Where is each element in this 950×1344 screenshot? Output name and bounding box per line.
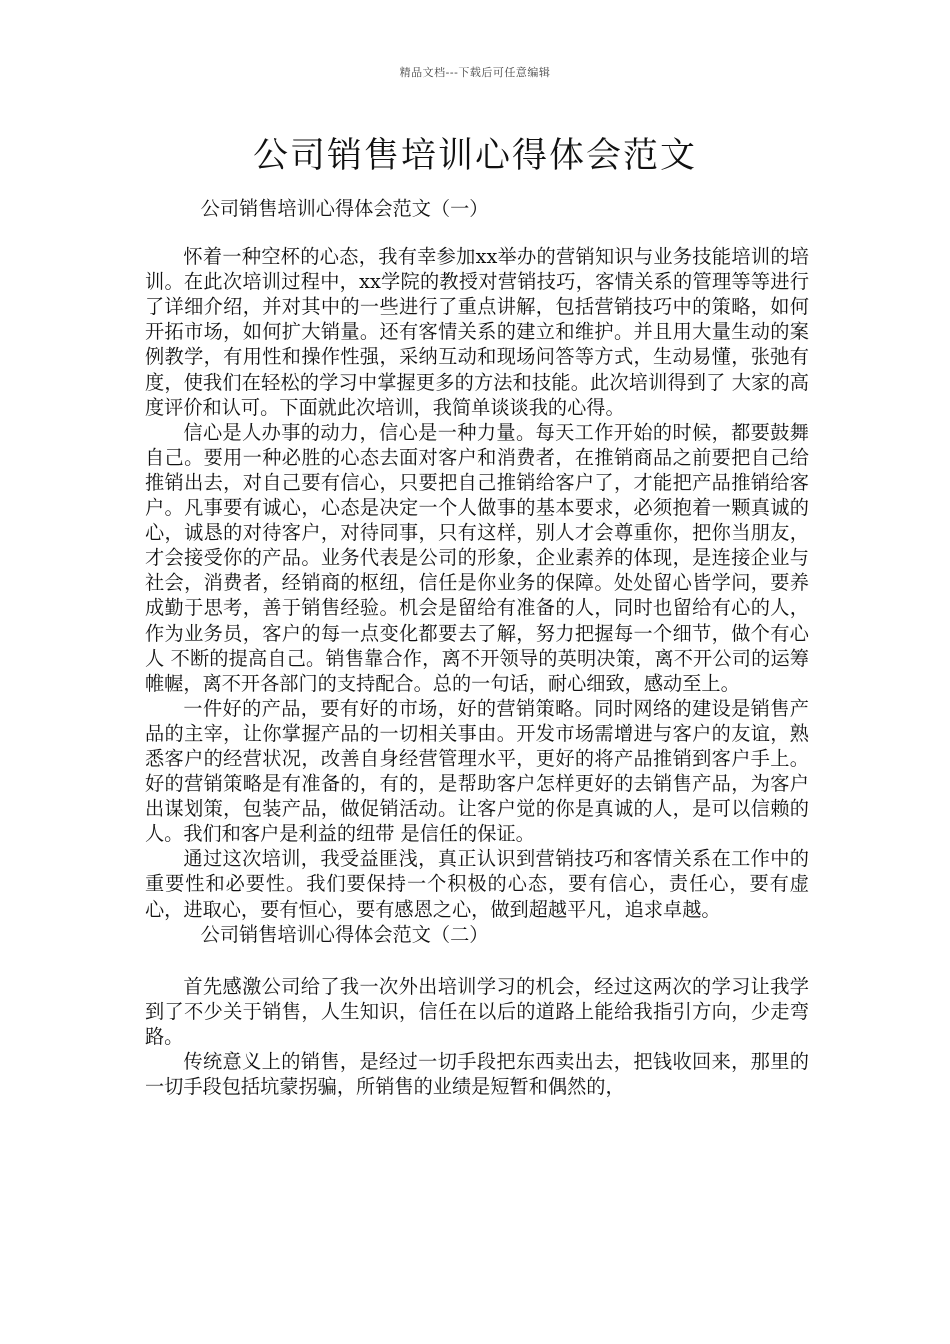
document-title: 公司销售培训心得体会范文 <box>252 136 697 176</box>
paragraph: 传统意义上的销售，是经过一切手段把东西卖出去，把钱收回来，那里的一切手段包括坑蒙拐骗，所销售的业绩是短暂和偶然的， <box>145 1050 809 1099</box>
section-heading-1: 公司销售培训心得体会范文（一） <box>200 197 489 220</box>
paragraph: 一件好的产品，要有好的市场，好的营销策略。同时网络的建设是销售产品的主宰，让你掌握产品的一切相关事由。开发市场需增进与客户的友谊，熟悉客户的经营状况，改善自身经营管理水平，更好的将产品推销到客户手上。好的营销策略是有准备的，有的，是帮助客户怎样更好的去销售产品，为客户出谋划策，包装产品，做促销活动。让客户觉的你是真诚的人，是可以信赖的人。我们和客户是利益的纽带 是信任的保证。 <box>145 696 809 846</box>
paragraph: 信心是人办事的动力，信心是一种力量。每天工作开始的时候，都要鼓舞自己。要用一种必胜的心态去面对客户和消费者，在推销商品之前要把自己给推销出去，对自己要有信心，只要把自己推销给客户了，才能把产品推销给客户。凡事要有诚心，心态是决定一个人做事的基本要求，必须抱着一颗真诚的心，诚恳的对待客户，对待同事，只有这样，别人才会尊重你，把你当朋友，才会接受你的产品。业务代表是公司的形象，企业素养的体现，是连接企业与社会，消费者，经销商的枢纽，信任是你业务的保障。处处留心皆学问，要养成勤于思考，善于销售经验。机会是留给有准备的人，同时也留给有心的人，作为业务员，客户的每一点变化都要去了解，努力把握每一个细节，做个有心人 不断的提高自己。销售靠合作，离不开领导的英明决策，离不开公司的运筹帷幄，离不开各部门的支持配合。总的一句话，耐心细致，感动至上。 <box>145 420 809 695</box>
spacer <box>145 947 809 974</box>
page-header: 精品文档---下载后可任意编辑 <box>399 66 551 79</box>
paragraph: 首先感激公司给了我一次外出培训学习的机会，经过这两次的学习让我学到了不少关于销售，人生知识，信任在以后的道路上能给我指引方向，少走弯路。 <box>145 974 809 1048</box>
document-body <box>145 196 809 1099</box>
paragraph: 通过这次培训，我受益匪浅，真正认识到营销技巧和客情关系在工作中的重要性和必要性。我们要保持一个积极的心态，要有信心，责任心，要有虚心，进取心，要有恒心，要有感恩之心，做到超越平凡，追求卓越。 <box>145 847 809 921</box>
spacer <box>145 221 809 244</box>
section-heading-2: 公司销售培训心得体会范文（二） <box>200 922 489 946</box>
paragraph: 怀着一种空杯的心态，我有幸参加xx举办的营销知识与业务技能培训的培训。在此次培训过程中，xx学院的教授对营销技巧，客情关系的管理等等进行了详细介绍，并对其中的一些进行了重点讲解，包括营销技巧中的策略，如何开拓市场，如何扩大销量。还有客情关系的建立和维护。并且用大量生动的案例教学，有用性和操作性强，采纳互动和现场问答等方式，生动易懂，张弛有度，使我们在轻松的学习中掌握更多的方法和技能。此次培训得到了 大家的高度评价和认可。下面就此次培训，我简单谈谈我的心得。 <box>145 245 809 419</box>
